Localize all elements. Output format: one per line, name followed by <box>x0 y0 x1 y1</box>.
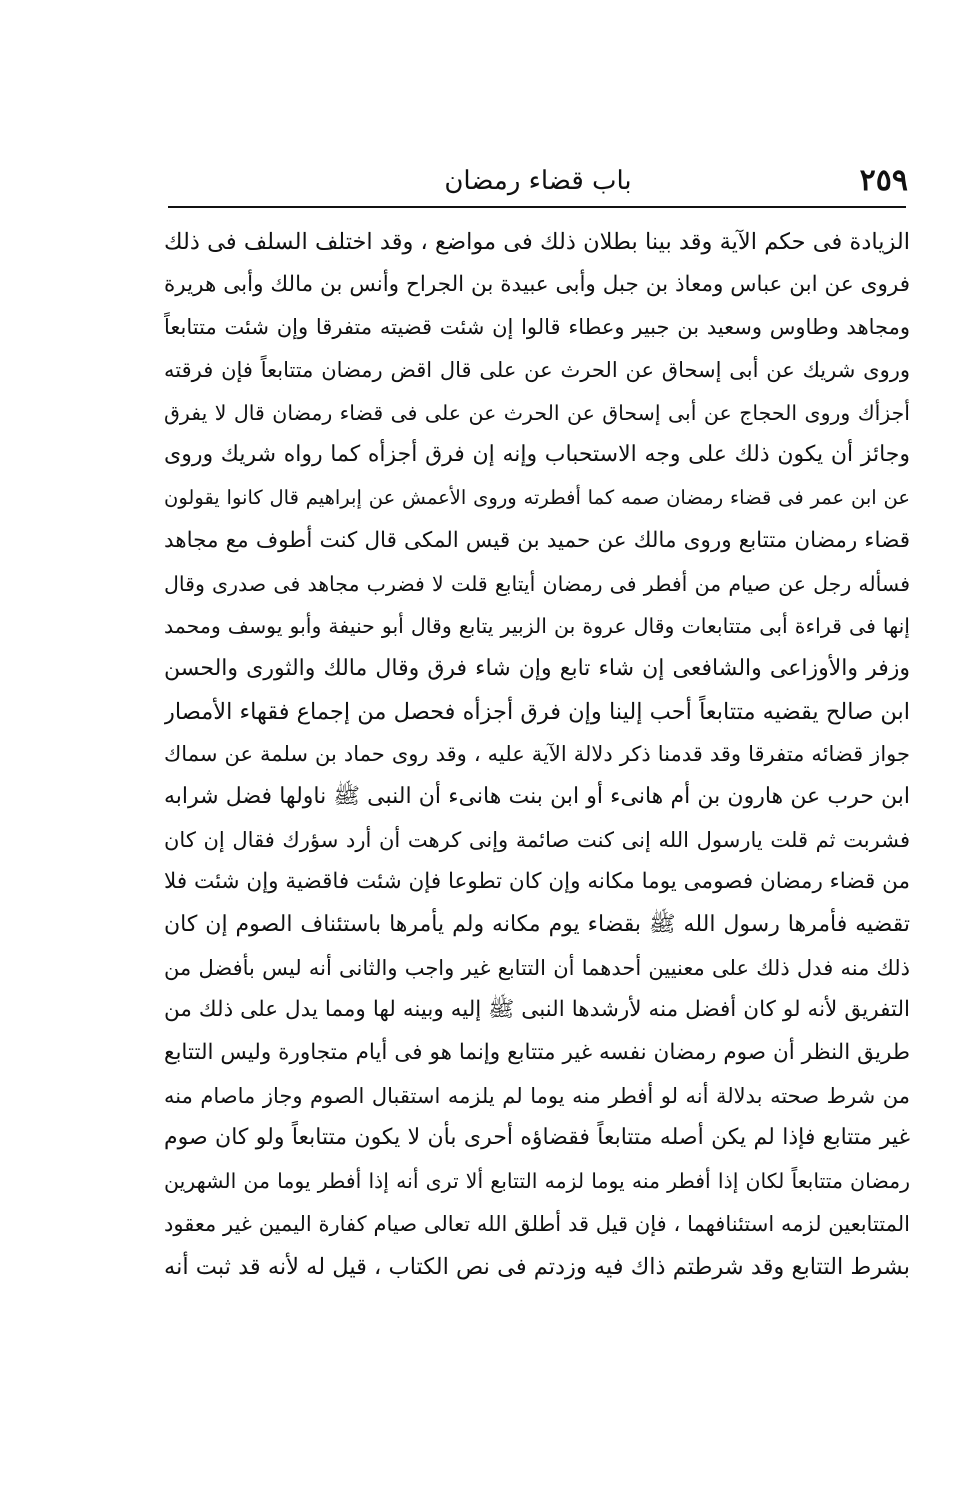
text-line: الزيادة فى حكم الآية وقد بينا بطلان ذلك فى مواضع ، وقد اختلف السلف فى ذلك <box>164 229 910 255</box>
running-title: باب قضاء رمضان <box>444 166 632 196</box>
text-line: ومجاهد وطاوس وسعيد بن جبير وعطاء قالوا إن شئت قضيته متفرقا وإن شئت متتابعاً <box>164 315 910 340</box>
page-header <box>168 160 908 202</box>
header-rule <box>168 206 906 208</box>
text-line: طريق النظر أن صوم رمضان نفسه غير متتابع وإنما هو فى أيام متجاورة وليس التتابع <box>164 1040 910 1066</box>
text-line: التفريق لأنه لو كان أفضل منه لأرشدها النبى ﷺ إليه وبينه لها ومما يدل على ذلك من <box>164 997 910 1023</box>
text-line: فسأله رجل عن صيام من أفطر فى رمضان أيتابع قلت لا فضرب مجاهد فى صدرى وقال <box>164 571 910 596</box>
text-line: قضاء رمضان متتابع وروى مالك عن حميد بن قيس المكى قال كنت أطوف مع مجاهد <box>164 527 910 553</box>
text-line: عن ابن عمر فى قضاء رمضان صمه كما أفطرته وروى الأعمش عن إبراهيم قال كانوا يقولون <box>164 486 910 510</box>
text-line: رمضان متتابعاً لكان إذا أفطر منه يوما لزمه التتابع ألا ترى أنه إذا أفطر يوما من الشهرين <box>164 1169 910 1194</box>
text-line: ابن حرب عن هارون بن أم هانىء أو ابن بنت هانىء أن النبى ﷺ ناولها فضل شرابه <box>164 783 910 809</box>
text-line: تقضيه فأمرها رسول الله ﷺ بقضاء يوم مكانه ولم يأمرها باستئناف الصوم إن كان <box>164 912 910 937</box>
body-text <box>164 221 910 1288</box>
text-line: المتتابعين لزمه استئنافهما ، فإن قيل قد أطلق الله تعالى صيام كفارة اليمين غير معقود <box>164 1211 910 1236</box>
text-line: إنها فى قراءة أبى متتابعات وقال عروة بن الزبير يتابع وقال أبو حنيفة وأبو يوسف ومحمد <box>164 614 910 639</box>
text-line: أجزأك وروى الحجاج عن أبى إسحاق عن الحرث عن على فى قضاء رمضان قال لا يفرق <box>164 400 910 425</box>
text-line: ابن صالح يقضيه متتابعاً أحب إلينا وإن فرق أجزأه فحصل من إجماع فقهاء الأمصار <box>164 698 910 725</box>
text-line: ذلك منه فدل ذلك على معنيين أحدهما أن التتابع غير واجب والثانى أنه ليس بأفضل من <box>164 955 910 980</box>
page-number: ٢٥٩ <box>859 163 908 198</box>
text-line: من قضاء رمضان فصومى يوما مكانه وإن كان تطوعا فإن شئت فاقضية وإن شئت فلا <box>164 869 910 895</box>
text-line: من شرط صحته بدلالة أنه لو أفطر منه يوما لم يلزمه استقبال الصوم وجاز ماصام منه <box>164 1083 910 1108</box>
text-line: وروى شريك عن أبى إسحاق عن الحرث عن على قال اقض رمضان متتابعاً فإن فرقته <box>164 358 910 383</box>
text-line: جواز قضائه متفرقا وقد قدمنا ذكر دلالة الآية عليه ، وقد روى حماد بن سلمة عن سماك <box>164 742 910 767</box>
text-line: وزفر والأوزاعى والشافعى إن شاء تابع وإن شاء فرق وقال مالك والثورى والحسن <box>164 655 910 681</box>
text-line: فروى عن ابن عباس ومعاذ بن جبل وأبى عبيدة بن الجراح وأنس بن مالك وأبى هريرة <box>164 271 910 297</box>
text-line: وجائز أن يكون ذلك على وجه الاستحباب وإنه إن فرق أجزأه كما رواه شريك وروى <box>164 442 910 468</box>
text-line: فشربت ثم قلت يارسول الله إنى كنت صائمة وإنى كرهت أن أرد سؤرك فقال إن كان <box>164 827 910 852</box>
text-line: بشرط التتابع وقد شرطتم ذاك فيه وزدتم فى نص الكتاب ، قيل له لأنه قد ثبت أنه <box>164 1253 910 1280</box>
text-line: غير متتابع فإذا لم يكن أصله متتابعاً فقضاؤه أحرى بأن لا يكون متتابعاً ولو كان صوم <box>164 1125 910 1151</box>
